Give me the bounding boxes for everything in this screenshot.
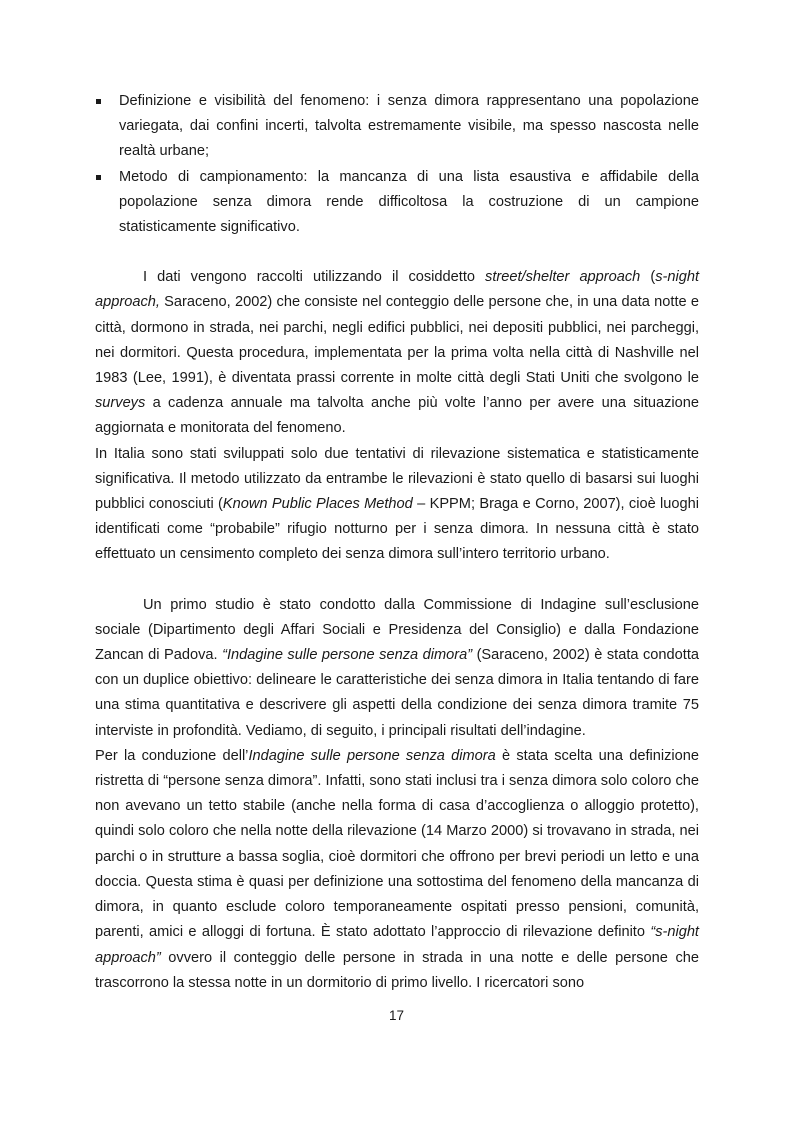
italic-term: s-night approach, [95, 269, 700, 311]
italic-term: Known Public Places Method [222, 496, 413, 513]
paragraph-primo-studio [95, 593, 699, 744]
text-run: è stata scelta una definizione ristretta di “persone senza dimora”. Infatti, sono stati inclusi tra i senza dimora solo coloro che non avevano un tetto stabile (anche nella forma di casa d’accoglienza o alloggio protetto), quindi solo coloro che nella notte della rilevazione (14 Marzo 2000) si trovavano in strada, nei parchi o in strutture a bassa soglia, cioè dormitori che offrono per brevi periodi un letto e una doccia. Questa stima è quasi per definizione una sottostima del fenomeno della mancanza di dimora, in quanto esclude coloro temporaneamente ospitati presso pensioni, comunità, parenti, amici e alloggi di fortuna. È stato adottato l’approccio di rilevazione definito [95, 747, 700, 941]
bullet-item-definizione: Definizione e visibilità del fenomeno: i senza dimora rappresentano una popolazione variegata, dai confini incerti, talvolta estremamente visibile, ma spesso nascosta nelle realtà urbane; [95, 89, 699, 165]
text-run: Per la conduzione dell’ [95, 747, 249, 764]
bullet-item-campionamento: Metodo di campionamento: la mancanza di una lista esaustiva e affidabile della popolazione senza dimora rende difficoltosa la costruzione di un campione statisticamente significativo. [95, 165, 699, 241]
paragraph-conduzione [95, 744, 699, 996]
text-run: – KPPM; Braga e Corno, 2007), cioè luoghi identificati come “probabile” rifugio notturno per i senza dimora. In nessuna città è stato effettuato un censimento completo dei senza dimora sull’intero territorio urbano. [95, 496, 699, 563]
document-page [95, 89, 699, 996]
text-run: I dati vengono raccolti utilizzando il cosiddetto [143, 269, 486, 286]
italic-term: surveys [95, 395, 146, 412]
page-number: 17 [388, 1008, 405, 1023]
bullet-list [95, 89, 699, 240]
italic-term: “s-night approach” [95, 924, 699, 966]
paragraph-gap [95, 568, 699, 593]
text-run: Un primo studio è stato condotto dalla Commissione di Indagine sull’esclusione sociale (Dipartimento degli Affari Sociali e Presidenza del Consiglio) e dalla Fondazione Zancan di Padova. [95, 596, 699, 664]
paragraph-italia [95, 442, 699, 568]
text-run: (Saraceno, 2002) è stata condotta con un duplice obiettivo: delineare le caratteristiche dei senza dimora in Italia tentando di fare una stima quantitativa e descrivere gli aspetti della condizione dei senza dimora tramite 75 interviste in profondità. Vediamo, di seguito, i principali risultati dell’indagine. [95, 647, 700, 739]
text-run: Saraceno, 2002) che consiste nel conteggio delle persone che, in una data notte e città, dormono in strada, nei parchi, negli edifici pubblici, nei depositi pubblici, nei parcheggi, nei dormitori. Questa procedura, implementata per la prima volta nella città di Nashville nel 1983 (Lee, 1991), è diventata prassi corrente in molte città degli Stati Uniti che svolgono le [95, 294, 699, 387]
paragraph-street-shelter [95, 265, 699, 441]
text-run: a cadenza annuale ma talvolta anche più volte l’anno per avere una situazione aggiornata e monitorata del fenomeno. [95, 395, 699, 437]
text-run: ovvero il conteggio delle persone in strada in una notte e delle persone che trascorrono la stessa notte in un dormitorio di primo livello. I ricercatori sono [95, 949, 699, 991]
text-run: ( [640, 269, 656, 286]
italic-term: “Indagine sulle persone senza dimora” [222, 647, 473, 664]
paragraph-gap [95, 240, 699, 265]
italic-term: Indagine sulle persone senza dimora [248, 747, 496, 764]
text-run: In Italia sono stati sviluppati solo due tentativi di rilevazione sistematica e statisticamente significativa. Il metodo utilizzato da entrambe le rilevazioni è stato quello di basarsi sui luoghi pubblici conosciuti ( [95, 445, 699, 513]
italic-term: street/shelter approach [485, 269, 641, 286]
